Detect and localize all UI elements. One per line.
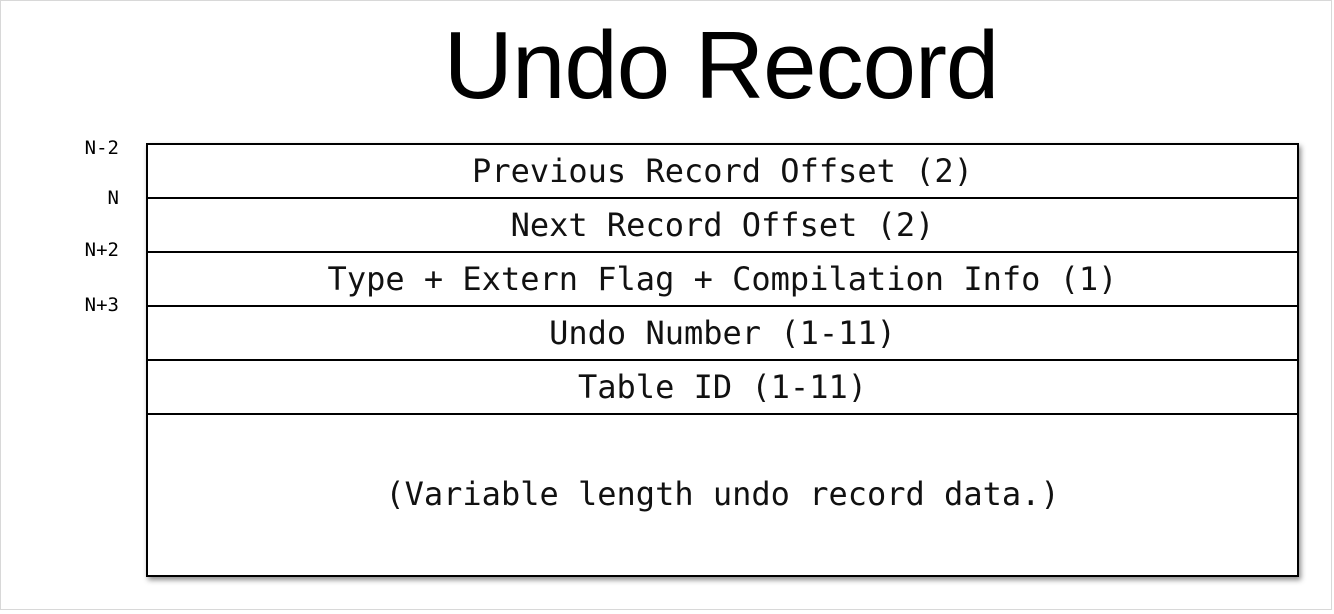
offset-label-n-plus-3: N+3 (84, 294, 119, 316)
diagram-title: Undo Record (443, 12, 999, 119)
field-variable-undo-data: (Variable length undo record data.) (385, 475, 1060, 513)
field-previous-record-offset: Previous Record Offset (2) (148, 145, 1297, 199)
field-table-id: Table ID (1-11) (148, 361, 1297, 415)
field-next-record-offset: Next Record Offset (2) (148, 199, 1297, 253)
offset-label-n-plus-2: N+2 (84, 239, 119, 261)
offset-label-n: N (107, 187, 119, 209)
field-type-extern-flag-compilation-info: Type + Extern Flag + Compilation Info (1) (148, 253, 1297, 307)
undo-record-layout (146, 143, 1299, 577)
offset-label-n-minus-2: N-2 (84, 137, 119, 159)
field-undo-number: Undo Number (1-11) (148, 307, 1297, 361)
